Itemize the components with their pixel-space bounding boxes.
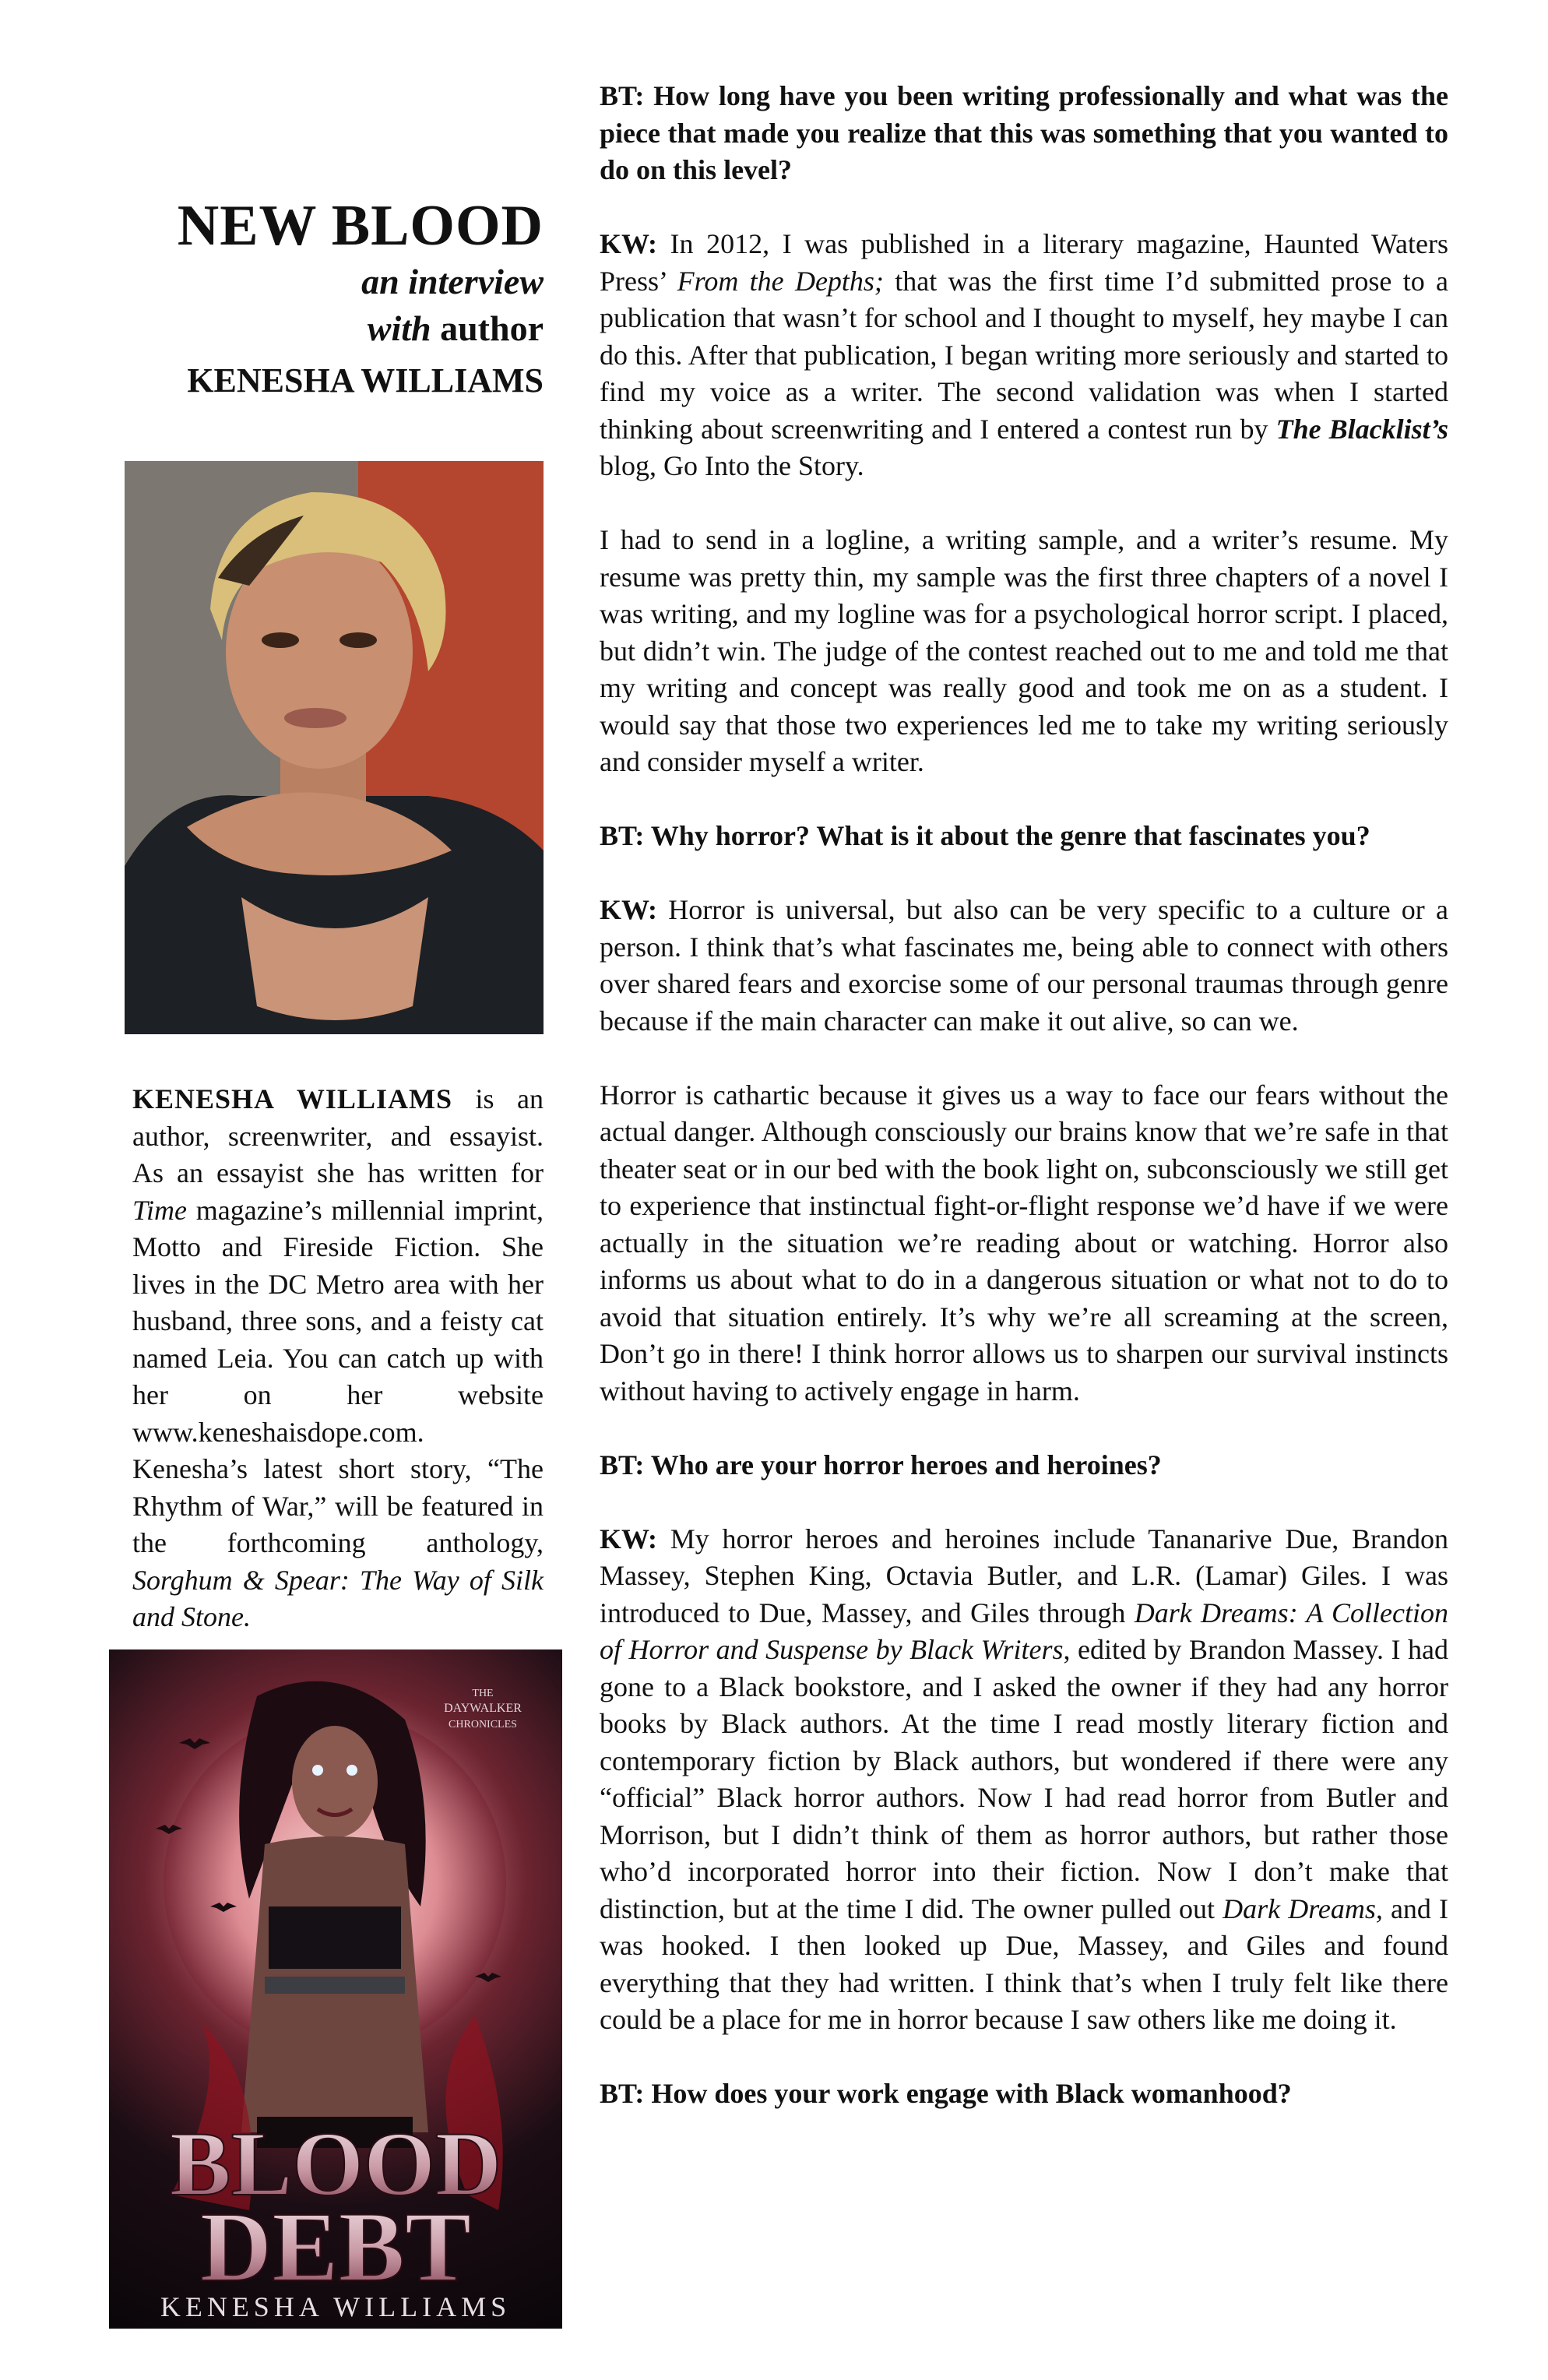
cover-author: KENESHA WILLIAMS — [160, 2291, 512, 2322]
answer-2-label: KW: — [600, 894, 658, 925]
header-author-name: KENESHA WILLIAMS — [187, 361, 544, 400]
answer-3-italic-2: Dark Dreams, — [1223, 1892, 1383, 1924]
answer-1-label: KW: — [600, 228, 658, 259]
cover-series-line2: DAYWALKER — [444, 1702, 522, 1715]
answer-3-text-b: , edited by Brandon Massey. I had gone to a Black bookstore, and I asked the owner if they had any horror books by Black authors. At the time I read mostly literary fiction and contemporary fiction by Black authors, but wondered if there were any “official” Black horror authors. Now I had read horror from Butler and Morrison, but I didn’t think of them as horror authors, but rather those who’d incorporated horror into their fiction. Now I don’t make that distinction, but at the time I did. The owner pulled out — [600, 1634, 1448, 1924]
book-cover-art — [109, 1649, 562, 2329]
question-4: BT: How does your work engage with Black womanhood? — [600, 2078, 1292, 2109]
cover-title-line2: DEBT — [199, 2192, 472, 2302]
subtitle-line2 — [125, 305, 544, 352]
bio-italic-anthology: Sorghum & Spear: The Way of Silk and Stone. — [132, 1564, 544, 1632]
answer-1-paragraph-2: I had to send in a logline, a writing sample, and a writer’s resume. My resume was pretty thin, my sample was the first three chapters of a novel I was writing, and my logline was for a psychological horror script. I placed, but didn’t win. The judge of the contest reached out to me and told me that my writing and concept was really good and took me on as a student. I would say that those two experiences led me to take my writing seriously and consider myself a writer. — [600, 524, 1448, 777]
bio-italic-time: Time — [132, 1194, 188, 1226]
cover-series-line1: THE — [472, 1688, 494, 1699]
answer-1-bold-italic: The Blacklist’s — [1275, 413, 1449, 445]
interview-body — [600, 78, 1448, 2149]
question-1: BT: How long have you been writing professionally and what was the piece that made you realize that this was something that you wanted to do on this level? — [600, 80, 1448, 185]
bio-name: KENESHA WILLIAMS — [132, 1083, 452, 1114]
subtitle-line1: an interview — [361, 262, 544, 301]
author-portrait-image — [125, 461, 544, 1034]
author-photo — [125, 461, 544, 1034]
cover-title-line1: BLOOD — [169, 2113, 502, 2215]
answer-3-text-c: and I was hooked. I then looked up Due, Massey, and Giles and found everything that they had written. I think that’s when I truly felt like there could be a place for me in horror because I saw others like me doing it. — [600, 1892, 1448, 2035]
answer-1-text-c: blog, Go Into the Story. — [600, 450, 864, 481]
book-cover — [109, 1649, 562, 2329]
answer-2-paragraph-2: Horror is cathartic because it gives us a way to face our fears without the actual danger. Although consciously our brains know that we’re safe in that theater seat or in our bed with the book light on, subconsciously we still get to experience that instinctual fight-or-flight response we’d have if we were actually in the situation we’re reading about or watching. Horror also informs us about what to do in a dangerous situation or what not to do to avoid that situation entirely. It’s why we’re all screaming at the screen, Don’t go in there! I think horror allows us to sharpen our survival instincts without having to actively engage in harm. — [600, 1079, 1448, 1407]
answer-3 — [600, 1521, 1448, 2039]
answer-2 — [600, 892, 1448, 1040]
question-2: BT: Why horror? What is it about the genre that fascinates you? — [600, 820, 1370, 851]
answer-1-text-a: In 2012, I was published in a literary magazine, Haunted Waters Press’ — [600, 228, 1448, 297]
article-title: NEW BLOOD — [177, 194, 544, 258]
answer-1-text-b: that was the first time I’d submitted prose to a publication that wasn’t for school and I thought to myself, hey maybe I can do this. After that publication, I began writing more seriously and started to find my voice as a writer. The second validation was when I started thinking about screenwriting and I entered a contest run by — [600, 265, 1448, 445]
subtitle-author: author — [440, 308, 544, 348]
answer-2-text: Horror is universal, but also can be very specific to a culture or a person. I think that’s what fascinates me, being able to connect with others over shared fears and exorcise some of our personal traumas through genre because if the main character can make it out alive, so can we. — [600, 894, 1448, 1037]
bio-text-2: magazine’s millennial imprint, Motto and Fireside Fiction. She lives in the DC Metro area with her husband, three sons, and a feisty cat named Leia. You can catch up with her on her website www.keneshaisdope.com. Kenesha’s latest short story, “The Rhythm of War,” will be featured in the forthcoming anthology, — [132, 1194, 544, 1558]
answer-3-italic-1: Dark Dreams: A Collection of Horror and Suspense by Black Writers — [600, 1597, 1448, 1665]
article-subtitle — [125, 259, 544, 352]
answer-3-text-a: My horror heroes and heroines include Tananarive Due, Brandon Massey, Stephen King, Octavia Butler, and L.R. (Lamar) Giles. I was introduced to Due, Massey, and Giles through — [600, 1523, 1448, 1628]
answer-3-label: KW: — [600, 1523, 658, 1554]
question-3: BT: Who are your horror heroes and heroines? — [600, 1449, 1162, 1480]
answer-1 — [600, 226, 1448, 485]
bio-text-1: is an author, screenwriter, and essayist. As an essayist she has written for — [132, 1083, 544, 1188]
answer-1-italic: From the Depths; — [677, 265, 884, 297]
cover-series-line3: CHRONICLES — [449, 1719, 517, 1730]
author-bio — [132, 1081, 544, 1636]
article-header — [125, 193, 544, 408]
subtitle-with: with — [367, 308, 431, 348]
